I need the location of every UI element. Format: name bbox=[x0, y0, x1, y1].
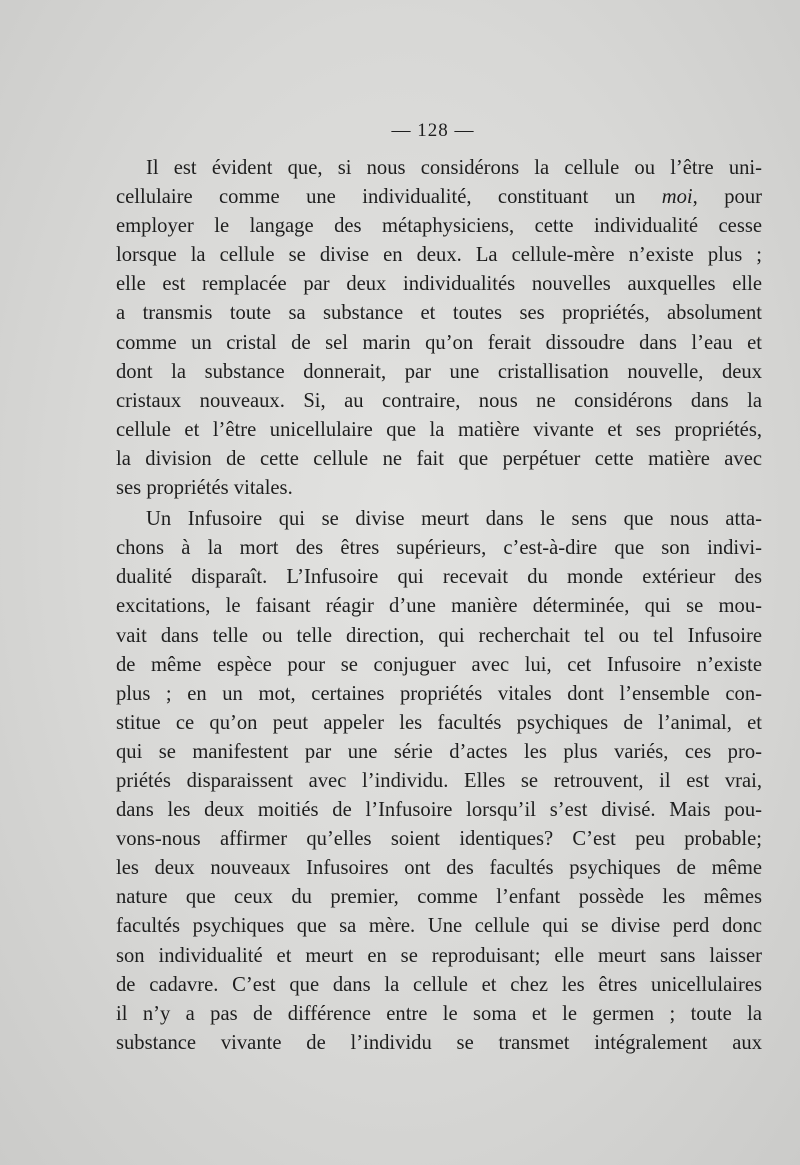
text-line: dans les deux moitiés de l’Infusoire lorsqu’il s’est divisé. Mais pou- bbox=[116, 799, 762, 822]
text-line: nature que ceux du premier, comme l’enfant possède les mêmes bbox=[116, 886, 762, 909]
text-line: ses propriétés vitales. bbox=[116, 477, 293, 500]
page-number: — 128 — bbox=[391, 120, 475, 141]
text-line: a transmis toute sa substance et toutes ses propriétés, absolument bbox=[116, 302, 762, 325]
text-line: vait dans telle ou telle direction, qui recherchait tel ou tel Infusoire bbox=[116, 624, 762, 647]
text-line: dont la substance donnerait, par une cristallisation nouvelle, deux bbox=[116, 360, 762, 383]
text-line: la division de cette cellule ne fait que perpétuer cette matière avec bbox=[116, 447, 762, 470]
text-line: cristaux nouveaux. Si, au contraire, nous ne considérons dans la bbox=[116, 389, 762, 412]
text-line: les deux nouveaux Infusoires ont des facultés psychiques de même bbox=[116, 857, 762, 880]
text-line: son individualité et meurt en se reproduisant; elle meurt sans laisser bbox=[116, 944, 762, 967]
text-line: excitations, le faisant réagir d’une manière déterminée, qui se mou- bbox=[116, 595, 762, 618]
text-line bbox=[116, 183, 762, 212]
text-line-end: , pour bbox=[692, 186, 762, 209]
text-line: qui se manifestent par une série d’actes les plus variés, ces pro- bbox=[116, 740, 762, 763]
text-line: facultés psychiques que sa mère. Une cellule qui se divise perd donc bbox=[116, 915, 762, 938]
text-line: Un Infusoire qui se divise meurt dans le sens que nous atta- bbox=[146, 508, 762, 531]
text-line: priétés disparaissent avec l’individu. Elles se retrouvent, il est vrai, bbox=[116, 769, 762, 792]
text-line: de cadavre. C’est que dans la cellule et chez les êtres unicellulaires bbox=[116, 973, 762, 996]
text-line: dualité disparaît. L’Infusoire qui recevait du monde extérieur des bbox=[116, 566, 762, 589]
text-line: de même espèce pour se conjuguer avec lui, cet Infusoire n’existe bbox=[116, 653, 762, 676]
paragraph-2 bbox=[116, 505, 762, 1058]
text-line: employer le langage des métaphysiciens, cette individualité cesse bbox=[116, 215, 762, 238]
text-line: lorsque la cellule se divise en deux. La cellule-mère n’existe plus ; bbox=[116, 244, 762, 267]
text-line: vons-nous affirmer qu’elles soient identiques? C’est peu probable; bbox=[116, 828, 762, 851]
text-line: chons à la mort des êtres supérieurs, c’est-à-dire que son indivi- bbox=[116, 537, 762, 560]
italic-word: moi bbox=[661, 186, 693, 209]
text-line: Il est évident que, si nous considérons la cellule ou l’être uni- bbox=[146, 157, 762, 179]
text-line: cellule et l’être unicellulaire que la matière vivante et ses propriétés, bbox=[116, 418, 762, 441]
text-line: substance vivante de l’individu se transmet intégralement aux bbox=[116, 1031, 762, 1054]
text-line: il n’y a pas de différence entre le soma et le germen ; toute la bbox=[116, 1002, 762, 1025]
text-line: stitue ce qu’on peut appeler les facultés psychiques de l’animal, et bbox=[116, 711, 762, 734]
text-line: plus ; en un mot, certaines propriétés vitales dont l’ensemble con- bbox=[116, 682, 762, 705]
text-line: elle est remplacée par deux individualités nouvelles auxquelles elle bbox=[116, 273, 762, 296]
text-line-start: cellulaire comme une individualité, constituant un bbox=[116, 186, 662, 209]
paragraph-1 bbox=[116, 154, 762, 503]
body-text bbox=[116, 154, 762, 1058]
text-line: comme un cristal de sel marin qu’on ferait dissoudre dans l’eau et bbox=[116, 331, 762, 354]
